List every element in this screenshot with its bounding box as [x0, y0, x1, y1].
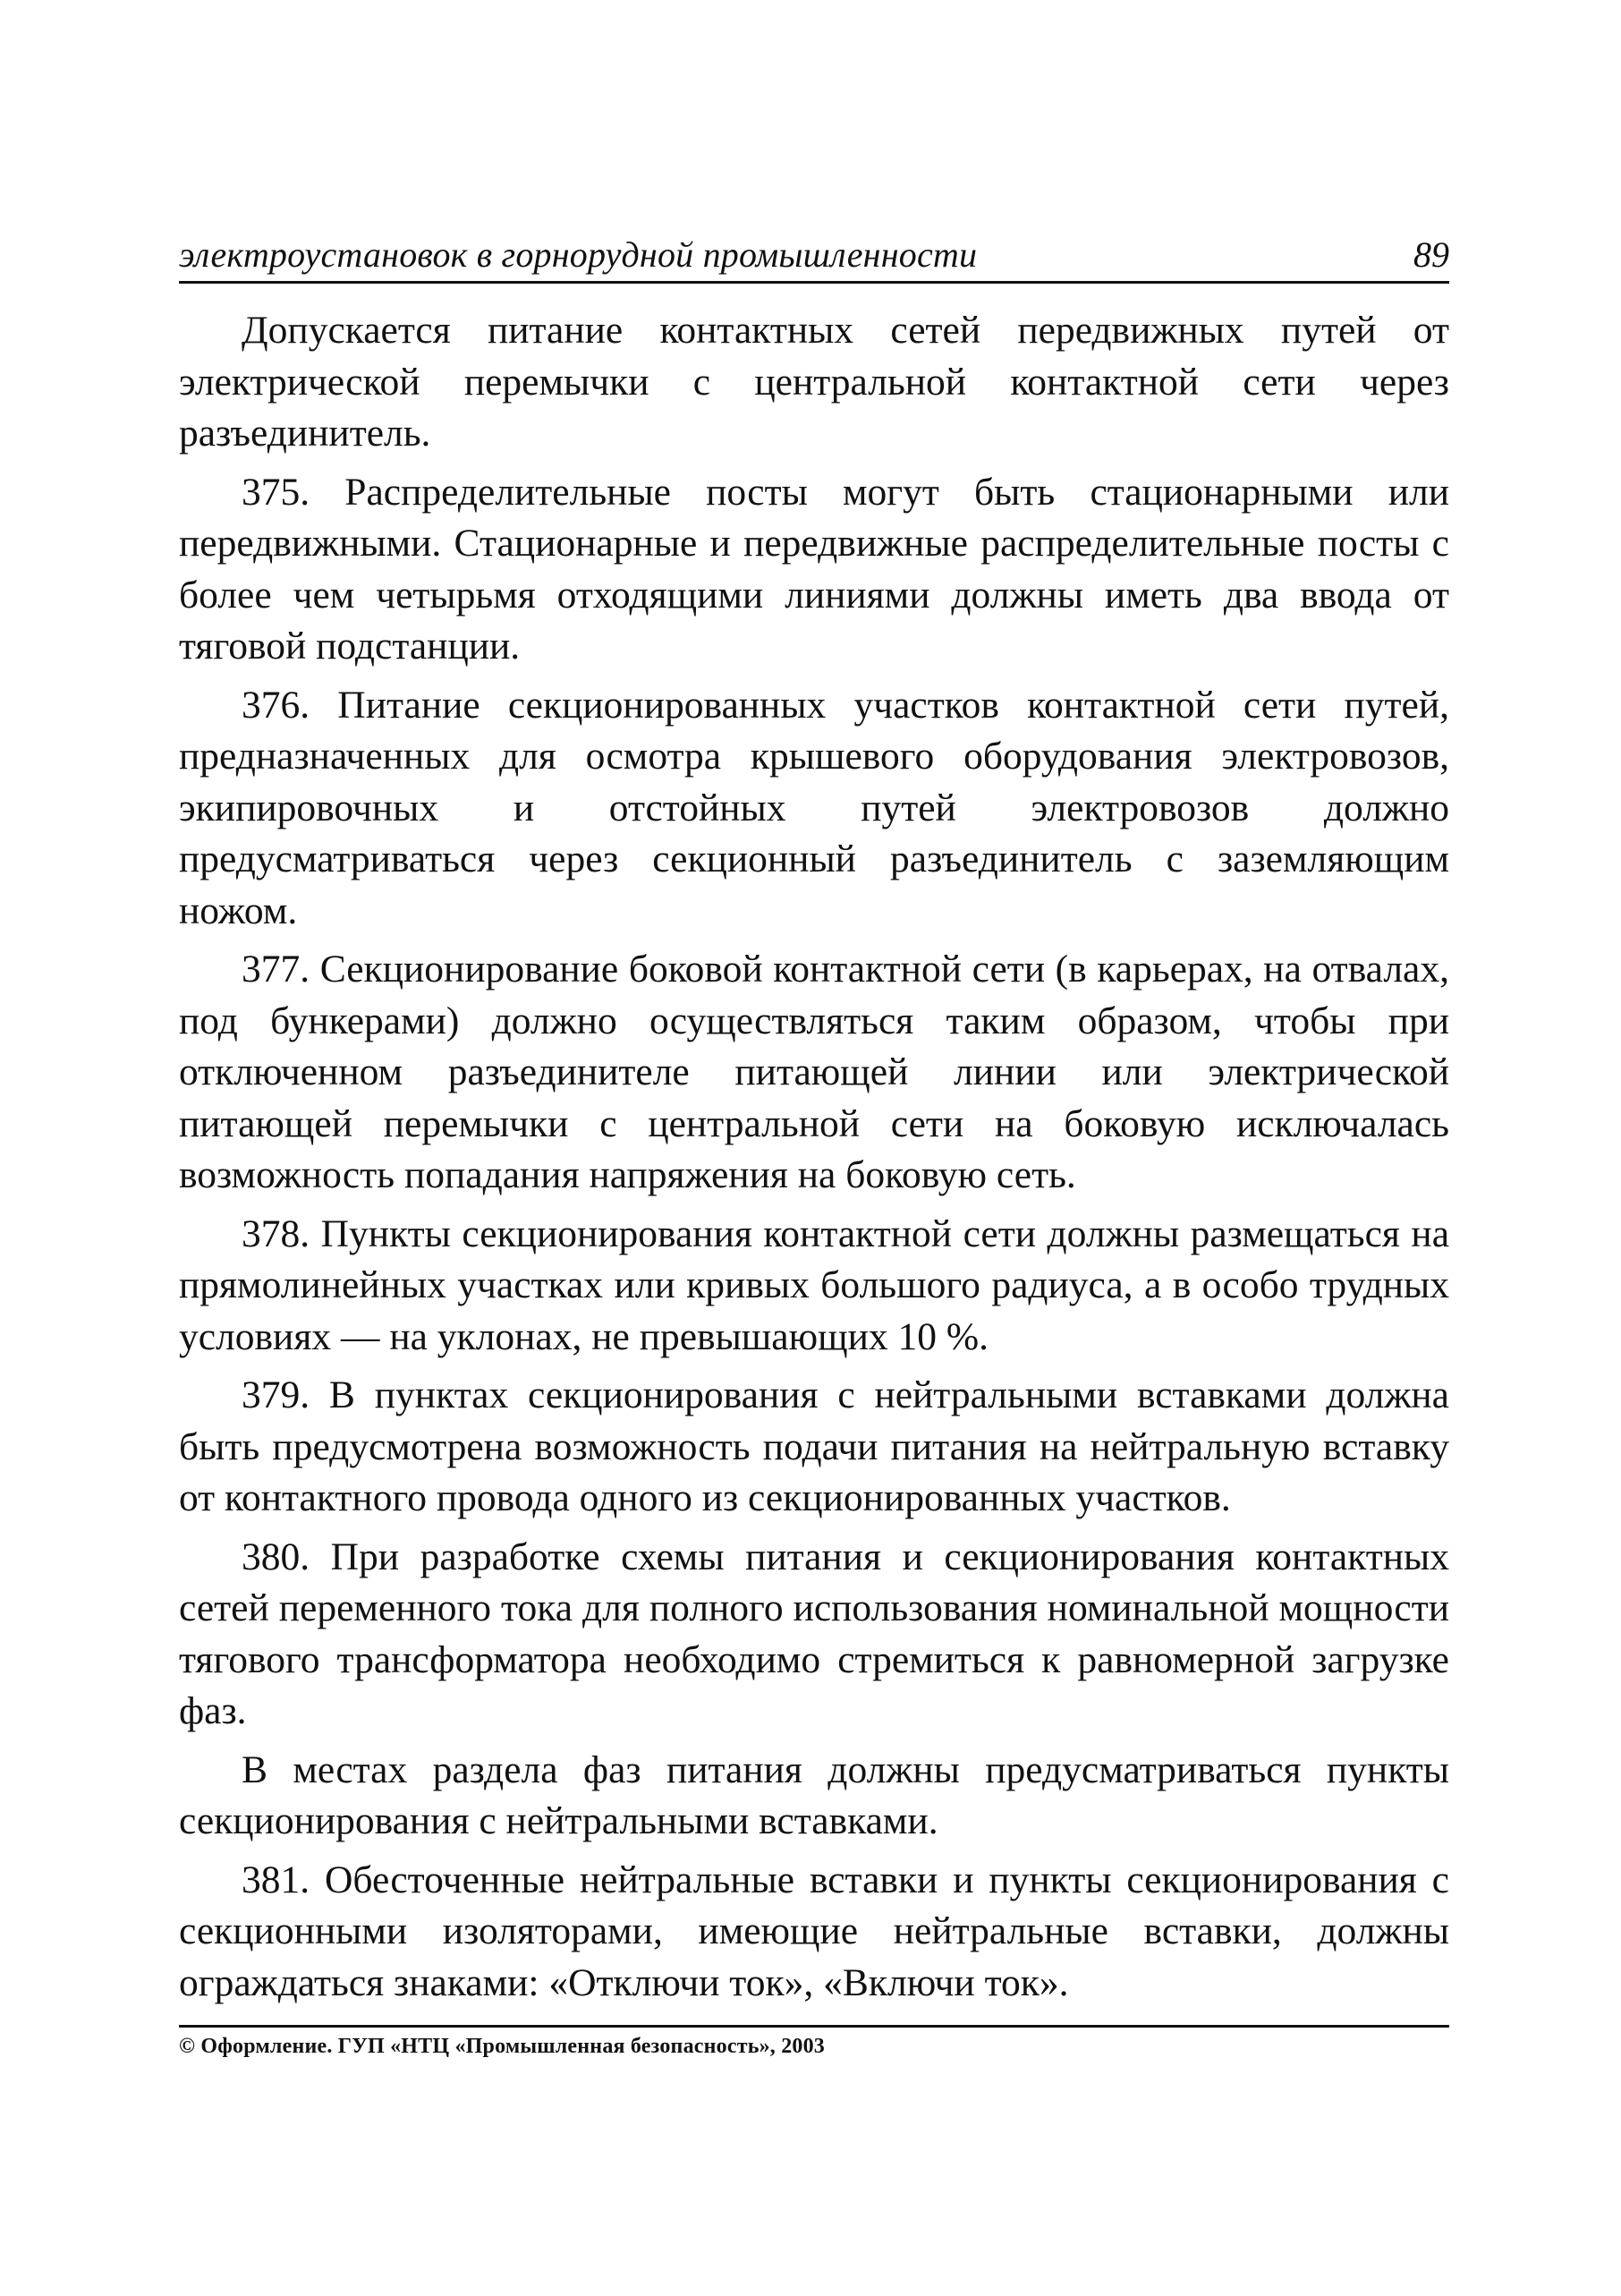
paragraph: 376. Питание секционированных участков контактной сети путей, предназначенных для осмотра крышевого оборудования электровозов, экипировочных и отстойных путей электровозов должно предусматриваться через секционный разъединитель с заземляющим ножом.	[179, 683, 1449, 932]
document-page	[179, 231, 1449, 2059]
paragraph: 378. Пункты секционирования контактной сети должны размещаться на прямолинейных участках или кривых большого радиуса, а в особо трудных условиях — на уклонах, не превышающих 10 %.	[179, 1212, 1449, 1358]
paragraph: Допускается питание контактных сетей передвижных путей от электрической перемычки с центральной контактной сети через разъединитель.	[179, 309, 1449, 455]
paragraph: 379. В пунктах секционирования с нейтральными вставками должна быть предусмотрена возможность подачи питания на нейтральную вставку от контактного провода одного из секционированных участков.	[179, 1373, 1449, 1519]
document-body	[179, 305, 1449, 2009]
page-number: 89	[1413, 234, 1449, 275]
paragraph: 380. При разработке схемы питания и секционирования контактных сетей переменного тока для полного использования номинальной мощности тягового трансформатора необходимо стремиться к равномерной загрузке фаз.	[179, 1535, 1449, 1732]
copyright-footer: © Оформление. ГУП «НТЦ «Промышленная безопасность», 2003	[179, 2025, 1449, 2059]
paragraph: 377. Секционирование боковой контактной сети (в карьерах, на отвалах, под бункерами) должно осуществляться таким образом, чтобы при отключенном разъединителе питающей линии или электрической питающей перемычки с центральной сети на боковую исключалась возможность попадания напряжения на боковую сеть.	[179, 948, 1449, 1196]
paragraph: В местах раздела фаз питания должны предусматриваться пункты секционирования с нейтральными вставками.	[179, 1748, 1449, 1842]
paragraph: 375. Распределительные посты могут быть стационарными или передвижными. Стационарные и передвижные распределительные посты с более чем четырьмя отходящими линиями должны иметь два ввода от тяговой подстанции.	[179, 470, 1449, 668]
running-header	[179, 231, 1449, 284]
paragraph: 381. Обесточенные нейтральные вставки и пункты секционирования с секционными изоляторами, имеющие нейтральные вставки, должны ограждаться знаками: «Отключи ток», «Включи ток».	[179, 1858, 1449, 2004]
running-header-title: электроустановок в горнорудной промышленности	[179, 234, 978, 275]
